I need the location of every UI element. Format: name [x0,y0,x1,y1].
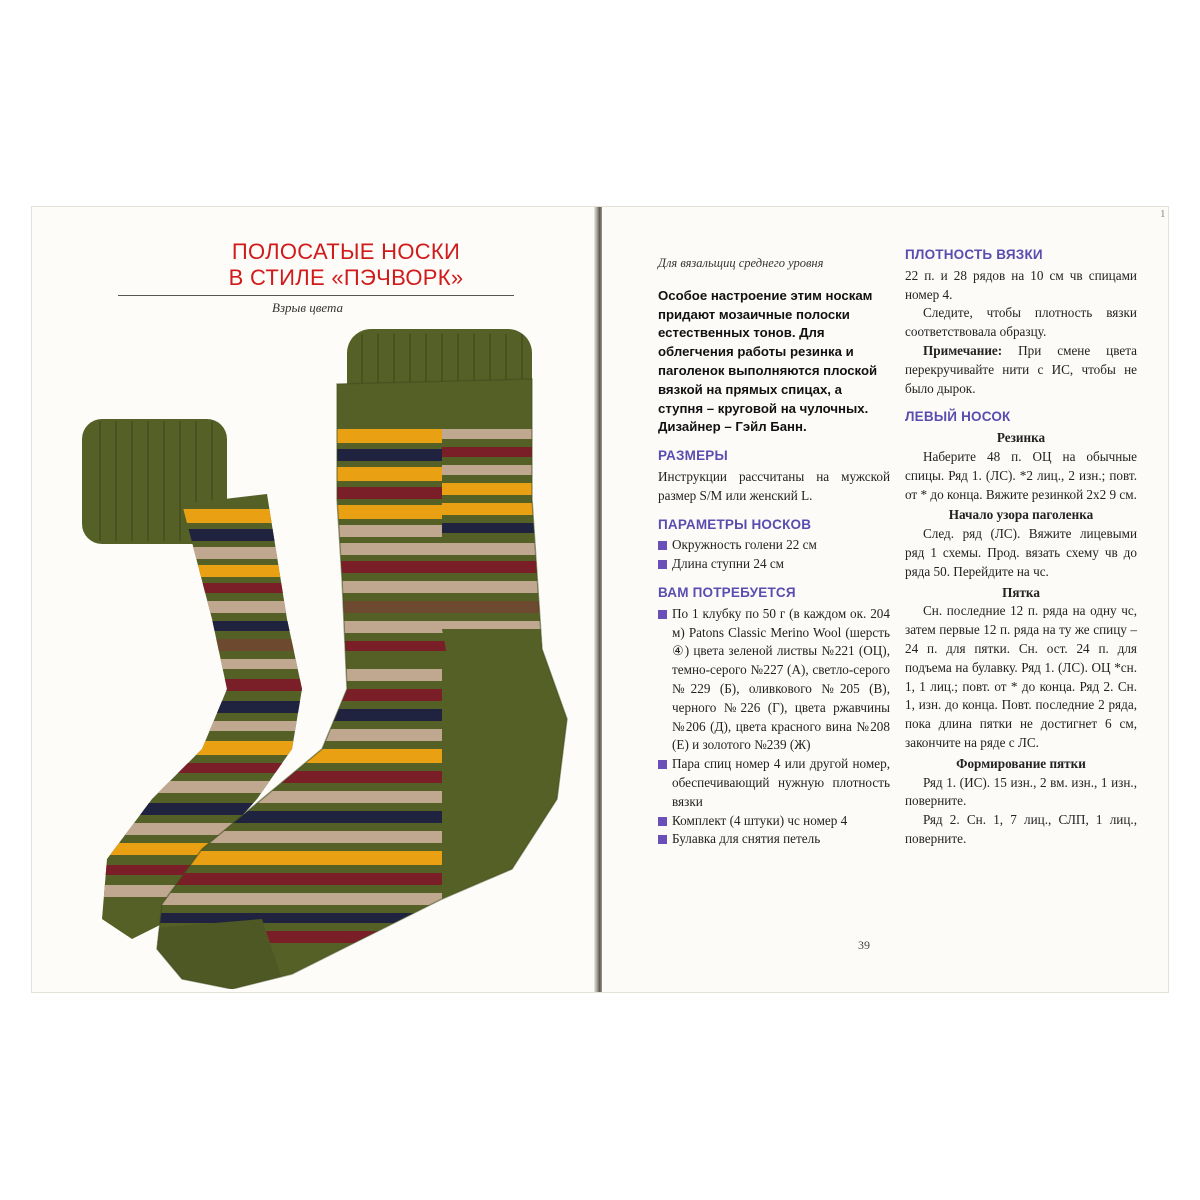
left-sock-heading: ЛЕВЫЙ НОСОК [905,409,1011,425]
title-line-1: ПОЛОСАТЫЕ НОСКИ [231,239,461,264]
gauge-text: 22 п. и 28 рядов на 10 см чв спицами номер 4. [905,267,1137,302]
params-heading: ПАРАМЕТРЫ НОСКОВ [658,516,812,532]
gauge-text-2: Следите, чтобы плотность вязки соответствовала образцу. [905,305,1137,340]
title-line-2: В СТИЛЕ «ПЭЧВОРК» [228,265,464,290]
list-item: По 1 клубку по 50 г (в каждом ок. 204 м) Patons Classic Merino Wool (шерсть ④) цвета зеленой листвы №221 (ОЦ), темно-серого №227 (А), светло-серого №229 (Б), оливкового №205 (В), черного №226 (Г), цвета ржавчины №206 (Д), цвета красного вина №208 (Е) и золотого №239 (Ж) [658,605,890,755]
materials-heading: ВАМ ПОТРЕБУЕТСЯ [658,584,796,600]
heel-text: Сн. последние 12 п. ряда на одну чс, затем первые 12 п. ряда на ту же спицу – 24 п. для пятки. Сн. ост. 24 п. для подъема на булавку. Ряд 1. (ЛС). ОЦ *сн. 1, 1 лиц.; повт. от * до конца. Ряд 2. Сн. 1, изн. до конца. Повт. последние 2 ряда, пока длина пятки не достигнет 6 см, закончите на ряде с ЛС. [905,603,1137,750]
bullet-icon [658,817,667,826]
heel-heading: Пятка [1002,584,1040,600]
list-item: Булавка для снятия петель [658,830,890,849]
heel-shaping-heading: Формирование пятки [956,755,1086,771]
rib-text: Наберите 48 п. ОЦ на обычные спицы. Ряд 1. (ЛС). *2 лиц., 2 изн.; повт. от * до конца. Вяжите резинкой 2х2 9 см. [905,448,1137,502]
sizes-heading: РАЗМЕРЫ [658,448,728,464]
page-title [152,239,540,291]
bullet-icon [658,541,667,550]
heel-shaping-row-2: Ряд 2. Сн. 1, 7 лиц., СЛП, 1 лиц., поверните. [905,812,1137,846]
bullet-icon [658,560,667,569]
right-page-column-1 [658,254,890,849]
title-divider [118,295,514,296]
list-item: Длина ступни 24 см [658,555,890,574]
socks-photo [62,329,582,989]
corner-mark: 1 [1160,208,1166,220]
left-page [32,207,598,992]
list-item: Пара спиц номер 4 или другой номер, обеспечивающий нужную плотность вязки [658,755,890,811]
leg-text: След. ряд (ЛС). Вяжите лицевыми ряд 1 схемы. Прод. вязать схему чв до ряда 50. Перейдите на чс. [905,526,1137,579]
intro-text: Особое настроение этим носкам придают мозаичные полоски естественных тонов. Для облегчения работы резинка и паголенок выполняются плоской вязкой на прямых спицах, а ступня – круговой на чулочных. Дизайнер – Гэйл Банн. [658,287,878,435]
sizes-text: Инструкции рассчитаны на мужской размер S/M или женский L. [658,468,890,503]
bullet-icon [658,760,667,769]
note-text: Примечание: При смене цвета перекручивайте нити с ИС, чтобы не было дырок. [905,342,1137,396]
bullet-icon [658,610,667,619]
list-item: Окружность голени 22 см [658,536,890,555]
page-number: 39 [858,938,870,952]
rib-heading: Резинка [996,430,1046,446]
page-subtitle: Взрыв цвета [272,300,343,315]
list-item: Комплект (4 штуки) чс номер 4 [658,812,890,831]
right-page-column-2 [905,246,1137,849]
gauge-heading: ПЛОТНОСТЬ ВЯЗКИ [905,247,1043,262]
skill-level: Для вязальщиц среднего уровня [658,256,824,270]
bullet-icon [658,835,667,844]
heel-shaping-row-1: Ряд 1. (ИС). 15 изн., 2 вм. изн., 1 изн., поверните. [905,774,1137,809]
leg-heading: Начало узора паголенка [948,507,1094,523]
